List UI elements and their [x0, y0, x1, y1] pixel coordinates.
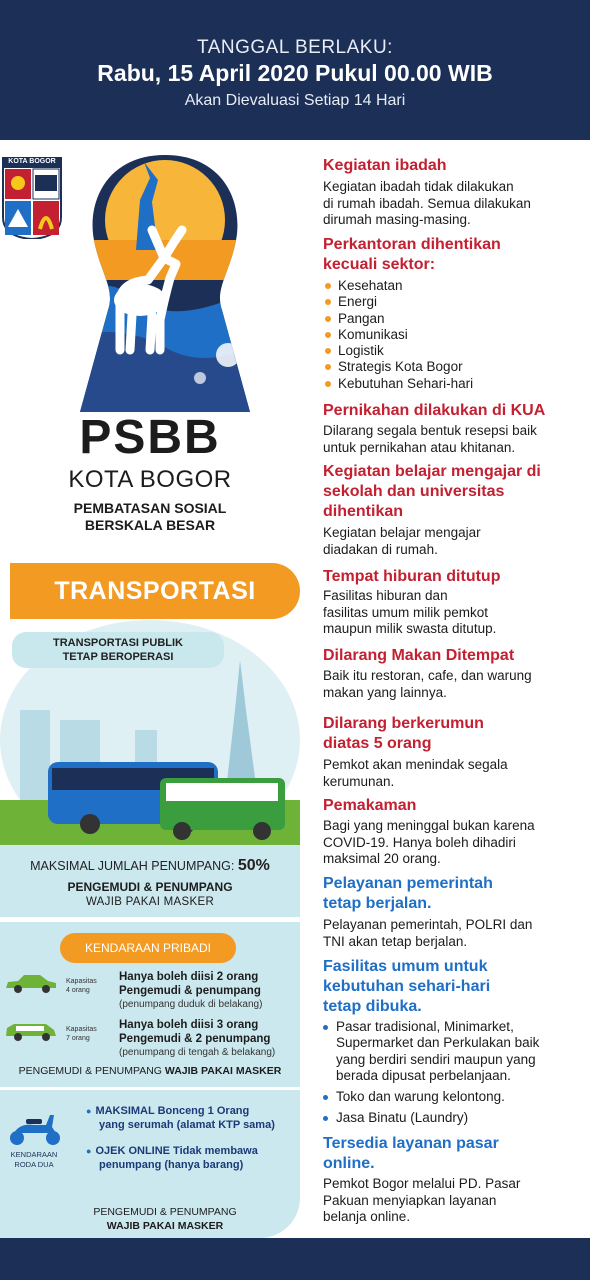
transport-title: TRANSPORTASI [10, 563, 300, 619]
section-pasar-online-line2: Pakuan menyiapkan layanan [323, 1192, 497, 1208]
crest-label: KOTA BOGOR [2, 157, 62, 167]
car1-rule [119, 970, 262, 1012]
section-makan-line2: makan yang lainnya. [323, 684, 447, 700]
list-item [323, 343, 473, 359]
section-ibadah-line1: Kegiatan ibadah tidak dilakukan [323, 179, 514, 194]
section-pemakaman-line2: COVID-19. Hanya boleh dihadiri [323, 834, 516, 850]
section-pernikahan-title: Pernikahan dilakukan di KUA [323, 402, 546, 419]
motorcycle-label-line2: RODA DUA [14, 1160, 54, 1169]
fasilitas-item-1-line4: berada dipusat perbelanjaan. [336, 1067, 511, 1083]
list-item [323, 376, 473, 392]
section-hiburan-line1: Fasilitas hiburan dan [323, 588, 448, 603]
motorcycle-mask-line1: PENGEMUDI & PENUMPANG [93, 1206, 237, 1218]
section-fasilitas-title-line2: kebutuhan sehari-hari [323, 978, 491, 995]
section-pasar-online-title-line2: online. [323, 1155, 375, 1172]
bullet-icon [325, 348, 331, 354]
sector-item: Logistik [338, 343, 384, 359]
bullet-icon [325, 316, 331, 322]
section-pernikahan-line1: Dilarang segala bentuk resepsi baik [323, 423, 537, 438]
bullet-icon: ● [86, 1146, 92, 1156]
car2-capacity-value: 7 orang [66, 1035, 90, 1042]
section-berkerumun-line1: Pemkot akan menindak segala [323, 757, 508, 772]
bullet-icon [325, 283, 331, 289]
passenger-limit [0, 857, 300, 875]
psbb-title: PSBB [79, 411, 221, 464]
private-vehicle-title: KENDARAAN PRIBADI [60, 933, 236, 963]
keyhole-deer-illustration [60, 150, 270, 415]
section-pelayanan-line1: Pelayanan pemerintah, POLRI dan [323, 917, 533, 932]
psbb-subtitle-line2: BERSKALA BESAR [84, 517, 216, 533]
fasilitas-item-2: Toko dan warung kelontong. [336, 1089, 505, 1105]
motorcycle-rule-2-line2: penumpang (hanya barang) [99, 1159, 244, 1171]
section-hiburan-line2: fasilitas umum milik pemkot [323, 604, 489, 620]
motorcycle-rule-2-line1: OJEK ONLINE Tidak membawa [95, 1145, 258, 1157]
section-berkerumun-title [323, 714, 484, 754]
sector-item: Komunikasi [338, 326, 408, 342]
passenger-limit-box [0, 845, 300, 917]
bullet-icon [325, 332, 331, 338]
section-makan-title: Dilarang Makan Ditempat [323, 647, 515, 664]
private-mask-rule-a: PENGEMUDI & PENUMPANG [18, 1065, 165, 1077]
kota-bogor-title: KOTA BOGOR [68, 466, 232, 493]
section-pernikahan-line2: untuk pernikahan atau khitanan. [323, 439, 516, 455]
valid-date-label: TANGGAL BERLAKU: [197, 37, 393, 58]
bullet-icon [323, 1025, 328, 1030]
bullet-icon [323, 1095, 328, 1100]
list-item [321, 1019, 539, 1084]
section-pemakaman-line1: Bagi yang meninggal bukan karena [323, 818, 535, 833]
sector-item: Strategis Kota Bogor [338, 359, 463, 375]
section-ibadah-line2: di rumah ibadah. Semua dilakukan [323, 195, 531, 211]
section-pernikahan-body [323, 423, 537, 456]
section-pelayanan-title [323, 874, 493, 914]
bullet-icon [325, 381, 331, 387]
list-item [323, 311, 473, 327]
bullet-icon [323, 1116, 328, 1121]
section-belajar-title [323, 462, 541, 522]
car2-rule-line2: Pengemudi & 2 penumpang [119, 1033, 271, 1045]
sector-item: Energi [338, 294, 378, 310]
mpv-car-icon [4, 1020, 58, 1042]
motorcycle-mask-line2: WAJIB PAKAI MASKER [106, 1220, 224, 1232]
passenger-limit-value: 50% [237, 857, 270, 874]
sector-list [323, 278, 473, 392]
section-pasar-online-title [323, 1134, 499, 1174]
list-item [321, 1110, 539, 1126]
section-ibadah-body [323, 179, 531, 229]
section-pemakaman-body [323, 818, 535, 868]
bullet-icon [325, 364, 331, 370]
motorcycle-rule-1-line2: yang serumah (alamat KTP sama) [99, 1119, 275, 1131]
list-item [321, 1089, 539, 1105]
section-hiburan-title: Tempat hiburan ditutup [323, 568, 501, 585]
bullet-icon: ● [86, 1106, 92, 1116]
evaluation-note: Akan Dievaluasi Setiap 14 Hari [184, 92, 406, 109]
car1-capacity-value: 4 orang [66, 987, 90, 994]
passenger-limit-label: MAKSIMAL JUMLAH PENUMPANG: [30, 859, 235, 873]
car2-rule [119, 1018, 275, 1060]
sector-item: Kebutuhan Sehari-hari [338, 375, 474, 391]
fasilitas-list [321, 1019, 539, 1127]
car2-capacity [66, 1025, 97, 1043]
crest-shield-icon [2, 167, 62, 239]
fasilitas-item-1-line3: yang berdiri sendiri maupun yang [336, 1051, 536, 1067]
public-transport-line2: TETAP BEROPERASI [62, 651, 174, 663]
fasilitas-item-1-line1: Pasar tradisional, Minimarket, [336, 1019, 514, 1034]
fasilitas-item-3: Jasa Binatu (Laundry) [336, 1110, 469, 1126]
section-hiburan-body [323, 588, 496, 638]
section-belajar-title-line1: Kegiatan belajar mengajar di [323, 463, 541, 480]
section-hiburan-line3: maupun milik swasta ditutup. [323, 621, 497, 636]
fasilitas-item-1-line2: Supermarket dan Perkulakan baik [336, 1035, 540, 1051]
section-pelayanan-title-line2: tetap berjalan. [323, 895, 432, 912]
car2-capacity-label: Kapasitas [66, 1026, 97, 1033]
list-item [323, 278, 473, 294]
section-belajar-line1: Kegiatan belajar mengajar [323, 525, 481, 540]
private-mask-rule-b: WAJIB PAKAI MASKER [164, 1065, 282, 1077]
section-ibadah-line3: dirumah masing-masing. [323, 212, 471, 227]
private-mask-rule [0, 1065, 300, 1077]
section-pemakaman-title: Pemakaman [323, 797, 417, 814]
section-pasar-online-line3: belanja online. [323, 1209, 411, 1224]
header-banner [0, 0, 590, 140]
section-makan-body [323, 668, 532, 701]
section-ibadah-title: Kegiatan ibadah [323, 157, 447, 174]
motorcycle-rule-1-line1: MAKSIMAL Bonceng 1 Orang [95, 1105, 250, 1117]
public-transport-line1: TRANSPORTASI PUBLIK [53, 637, 183, 649]
section-pelayanan-line2: TNI akan tetap berjalan. [323, 933, 468, 949]
section-pasar-online-line1: Pemkot Bogor melalui PD. Pasar [323, 1176, 521, 1191]
psbb-subtitle [40, 500, 260, 534]
car1-rule-note: (penumpang duduk di belakang) [119, 999, 263, 1010]
motorcycle-mask-rule [55, 1205, 275, 1233]
car2-rule-line1: Hanya boleh diisi 3 orang [119, 1019, 259, 1031]
footer-bar [0, 1238, 590, 1280]
section-fasilitas-title-line1: Fasilitas umum untuk [323, 958, 488, 975]
section-pemakaman-line3: maksimal 20 orang. [323, 851, 441, 866]
section-belajar-title-line2: sekolah dan universitas [323, 483, 505, 500]
sedan-car-icon [4, 972, 58, 994]
section-perkantoran-title-line1: Perkantoran dihentikan [323, 236, 501, 253]
section-berkerumun-body [323, 757, 508, 790]
car1-rule-line1: Hanya boleh diisi 2 orang [119, 971, 259, 983]
motorcycle-label [2, 1150, 66, 1170]
mask-rule-line1: PENGEMUDI & PENUMPANG [67, 880, 233, 894]
section-belajar-title-line3: dihentikan [323, 503, 404, 520]
scooter-icon [6, 1107, 64, 1147]
motorcycle-rule-1 [86, 1104, 275, 1132]
bullet-icon [325, 299, 331, 305]
section-pasar-online-title-line1: Tersedia layanan pasar [323, 1135, 499, 1152]
section-fasilitas-title-line3: tetap dibuka. [323, 998, 422, 1015]
car1-rule-line2: Pengemudi & penumpang [119, 985, 261, 997]
section-berkerumun-line2: kerumunan. [323, 773, 395, 789]
valid-date: Rabu, 15 April 2020 Pukul 00.00 WIB [97, 60, 493, 86]
section-makan-line1: Baik itu restoran, cafe, dan warung [323, 668, 532, 683]
section-fasilitas-title [323, 957, 490, 1017]
public-transport-bubble [12, 632, 224, 668]
mask-rule-line2: WAJIB PAKAI MASKER [85, 896, 215, 908]
section-perkantoran-title-line2: kecuali sektor: [323, 256, 436, 273]
motorcycle-label-line1: KENDARAAN [10, 1150, 58, 1159]
section-pelayanan-title-line1: Pelayanan pemerintah [323, 875, 493, 892]
car1-capacity-label: Kapasitas [66, 978, 97, 985]
sector-item: Pangan [338, 310, 385, 326]
section-belajar-line2: diadakan di rumah. [323, 541, 438, 557]
psbb-subtitle-line1: PEMBATASAN SOSIAL [73, 500, 227, 516]
list-item [323, 327, 473, 343]
list-item [323, 359, 473, 375]
section-pelayanan-body [323, 917, 532, 950]
section-berkerumun-title-line1: Dilarang berkerumun [323, 715, 484, 732]
sector-item: Kesehatan [338, 278, 403, 293]
kota-bogor-crest [2, 157, 62, 239]
section-belajar-body [323, 525, 481, 558]
section-perkantoran-title [323, 235, 501, 275]
list-item [323, 294, 473, 310]
section-pasar-online-body [323, 1176, 520, 1226]
car1-capacity [66, 977, 97, 995]
section-berkerumun-title-line2: diatas 5 orang [323, 735, 432, 752]
motorcycle-rule-2 [86, 1144, 258, 1172]
car2-rule-note: (penumpang di tengah & belakang) [119, 1047, 276, 1058]
